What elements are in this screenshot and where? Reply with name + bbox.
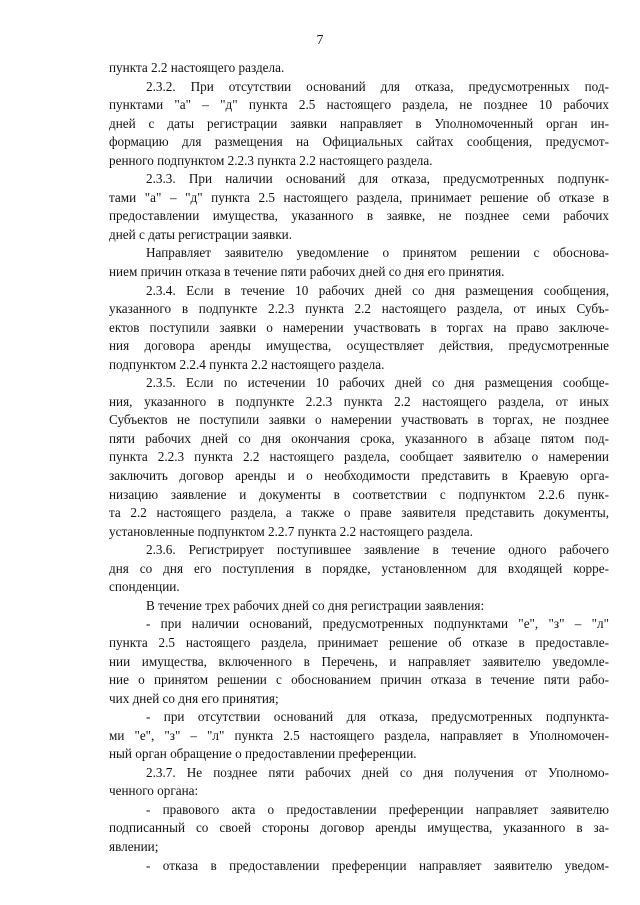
text-line: формацию для размещения на Официальных сайтах сообщения, предусмот- [109, 134, 609, 150]
text-line: ми "е", "з" – "л" пункта 2.5 настоящего раздела, направляет в Уполномочен- [109, 727, 609, 743]
page-number: 7 [316, 32, 324, 47]
text-line: 2.3.3. При наличии оснований для отказа, предусмотренных подпунк- [146, 171, 609, 187]
text-line: ренного подпунктом 2.2.3 пункта 2.2 настоящего раздела. [109, 152, 433, 168]
text-line: указанного в подпункте 2.2.3 пункта 2.2 настоящего раздела, от иных Субъ- [109, 301, 609, 317]
text-line: чих дней со дня его принятия; [109, 690, 279, 706]
text-line: подпунктом 2.2.4 пункта 2.2 настоящего раздела. [109, 356, 385, 372]
paragraph-p-2-3-5 [109, 374, 609, 541]
text-line: пункта 2.5 настоящего раздела, принимает решение об отказе в предоставле- [109, 634, 609, 650]
text-line: явлении; [109, 838, 159, 854]
text-line: 2.3.2. При отсутствии оснований для отказа, предусмотренных под- [146, 78, 609, 94]
text-line: ный орган обращение о предоставлении преференции. [109, 746, 417, 762]
text-line: низацию заявление и документы в соответствии с подпунктом 2.2.6 пунк- [109, 486, 609, 502]
text-line: заключить договор аренды и о необходимости представить в Краевую орга- [109, 468, 609, 484]
text-line: 2.3.7. Не позднее пяти рабочих дней со дня получения от Уполномо- [146, 764, 609, 780]
text-line: 2.3.6. Регистрирует поступившее заявление в течение одного рабочего [146, 542, 609, 558]
text-line: ченного органа: [109, 783, 199, 799]
paragraph-p-legal-act [109, 801, 609, 857]
text-line: ние о принятом решении с обоснованием причин отказа в течение пяти рабо- [109, 672, 609, 688]
text-line: предоставлении имущества, указанного в заявке, не позднее семи рабочих [109, 208, 609, 224]
text-line: дней с даты регистрации заявки направляет в Уполномоченный орган ин- [109, 115, 609, 131]
paragraph-p-2-3-7 [109, 764, 609, 801]
paragraph-p-three-days [109, 597, 609, 616]
text-line: подписанный со своей стороны договор аренды имущества, указанного в за- [109, 820, 609, 836]
text-line: 2.3.4. Если в течение 10 рабочих дней со дня размещения сообщения, [146, 282, 609, 298]
paragraph-p-2-3-6 [109, 541, 609, 597]
text-line: нием причин отказа в течение пяти рабочих дней со дня его принятия. [109, 264, 505, 280]
text-line: - отказа в предоставлении преференции направляет заявителю уведом- [146, 857, 609, 873]
text-line: установленные подпунктом 2.2.7 пункта 2.2 настоящего раздела. [109, 523, 473, 539]
paragraph-continuation [109, 59, 609, 78]
text-line: 2.3.5. Если по истечении 10 рабочих дней со дня размещения сообще- [146, 375, 609, 391]
text-line: пяти рабочих дней со дня окончания срока, указанного в абзаце пятом под- [109, 430, 609, 446]
text-line: Субъектов не поступили заявки о намерении участвовать в торгах, не позднее [109, 412, 609, 428]
text-line: - правового акта о предоставлении преференции направляет заявителю [146, 801, 609, 817]
document-body [109, 59, 609, 875]
text-line: - при наличии оснований, предусмотренных подпунктами "е", "з" – "л" [146, 616, 609, 632]
text-line: - при отсутствии оснований для отказа, предусмотренных подпункта- [146, 709, 609, 725]
paragraph-p-2-3-4 [109, 282, 609, 375]
text-line: пункта 2.2.3 пункта 2.2 настоящего раздела, сообщает заявителю о намерении [109, 449, 609, 465]
text-line: дня со дня его поступления в порядке, установленном для входящей корре- [109, 560, 609, 576]
text-line: дней с даты регистрации заявки. [109, 226, 292, 242]
paragraph-p-notify [109, 244, 609, 281]
paragraph-p-2-3-2 [109, 78, 609, 171]
text-line: пункта 2.2 настоящего раздела. [109, 60, 285, 75]
paragraph-p-if-grounds [109, 615, 609, 708]
paragraph-p-if-no-grounds [109, 708, 609, 764]
paragraph-p-refusal [109, 857, 609, 876]
text-line: нии имущества, включенного в Перечень, и направляет заявителю уведомле- [109, 653, 609, 669]
text-line: спонденции. [109, 579, 180, 595]
text-line: ния, указанного в подпункте 2.2.3 пункта 2.2 настоящего раздела, от иных [109, 393, 609, 409]
text-line: пунктами "а" – "д" пункта 2.5 настоящего раздела, не позднее 10 рабочих [109, 97, 609, 113]
text-line: ния договора аренды имущества, осуществляет действия, предусмотренные [109, 338, 609, 354]
text-line: ектов поступили заявки о намерении участвовать в торгах на право заключе- [109, 319, 609, 335]
text-line: тами "а" – "д" пункта 2.5 настоящего раздела, принимает решение об отказе в [109, 189, 609, 205]
text-line: Направляет заявителю уведомление о принятом решении с обоснова- [146, 245, 609, 261]
text-line: В течение трех рабочих дней со дня регистрации заявления: [146, 597, 485, 613]
text-line: та 2.2 настоящего раздела, а также о праве заявителя представить документы, [109, 505, 609, 521]
paragraph-p-2-3-3 [109, 170, 609, 244]
